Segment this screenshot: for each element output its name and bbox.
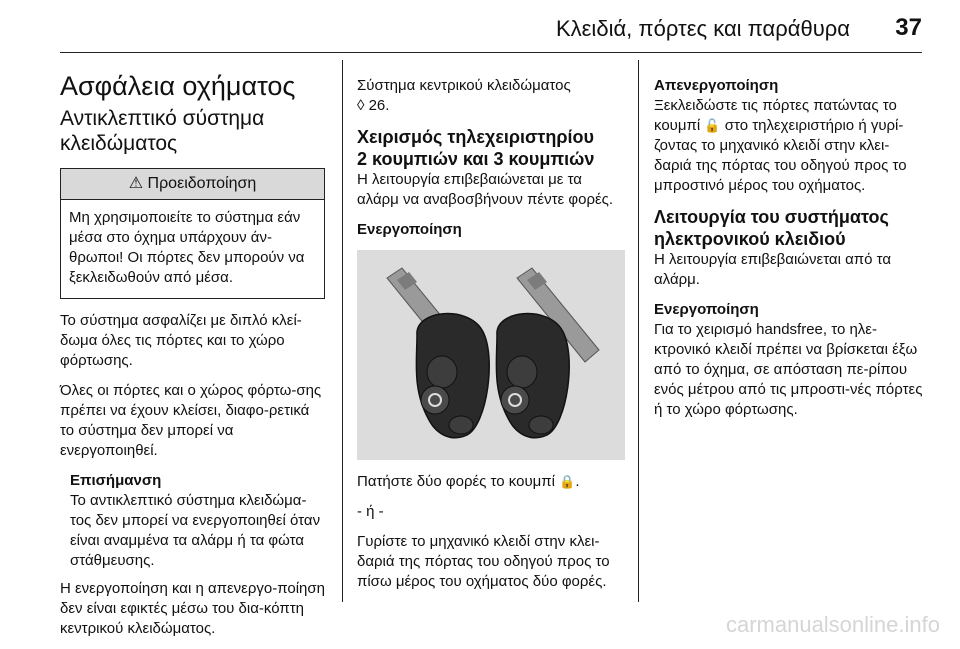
section-title: Ασφάλεια οχήματος (60, 71, 296, 101)
remote-keys-illustration (357, 250, 625, 460)
instruction-press-lock: Πατήστε δύο φορές το κουμπί 🔒. (357, 473, 580, 490)
paragraph: Όλες οι πόρτες και ο χώρος φόρτω-σης πρέπει να έχουν κλείσει, διαφο-ρετικά το σύστημα δεν μπορεί να ενεργοποιηθεί. (60, 382, 322, 459)
activation-text: Για το χειρισμό handsfree, το ηλε-κτρονικό κλειδί πρέπει να βρίσκεται έξω από το όχημα, σε απόσταση πε-ρίπου ενός μέτρου από τις μπροστι-νές πόρτες ή το χώρο φόρτωσης. (654, 321, 923, 418)
column-1 (60, 60, 325, 649)
remote-heading (357, 126, 625, 170)
column-2 (357, 76, 625, 602)
activation-title: Ενεργοποίηση (357, 221, 462, 238)
paragraph: Η λειτουργία επιβεβαιώνεται με τα αλάρμ να αναβοσβήνουν πέντε φορές. (357, 171, 614, 208)
cross-reference-text: Σύστημα κεντρικού κλειδώματος (357, 77, 571, 94)
unlock-icon: 🔓 (704, 118, 721, 133)
instruction-turn-key: Γυρίστε το μηχανικό κλειδί στην κλει-δαριά της πόρτας του οδηγού προς το πίσω μέρος του οχήματος δύο φορές. (357, 533, 610, 590)
deactivation-text-a: Ξεκλειδώστε τις πόρτες πατώντας το κουμπί (654, 97, 897, 134)
paragraph: Η λειτουργία επιβεβαιώνεται από τα αλάρμ. (654, 251, 891, 288)
warning-text: Μη χρησιμοποιείτε το σύστημα εάν μέσα στο όχημα υπάρχουν άν-θρωποι! Οι πόρτες δεν μπορούν να ξεκλειδωθούν από μέσα. (69, 209, 305, 286)
instruction-text: Πατήστε δύο φορές το κουμπί (357, 473, 555, 490)
column-divider (342, 60, 343, 602)
column-divider (638, 60, 639, 602)
subsection-title-line2: κλειδώματος (60, 132, 178, 155)
warning-icon: ⚠ (128, 175, 144, 192)
remote-keys-photo (357, 250, 625, 460)
paragraph: Το σύστημα ασφαλίζει με διπλό κλεί-δωμα όλες τις πόρτες και το χώρο φόρτωσης. (60, 312, 302, 369)
remote-heading-line2: 2 κουμπιών και 3 κουμπιών (357, 149, 595, 169)
electronic-key-heading-line1: Λειτουργία του συστήματος (654, 207, 889, 227)
running-header-title: Κλειδιά, πόρτες και παράθυρα (555, 16, 850, 41)
lock-icon: 🔒 (559, 474, 576, 489)
cross-reference-page: ◊ 26. (357, 97, 390, 114)
note (70, 471, 325, 571)
warning-heading-text: Προειδοποίηση (147, 175, 257, 192)
page-number: 37 (895, 14, 922, 41)
activation-title: Ενεργοποίηση (654, 301, 759, 318)
subsection-title-line1: Αντικλεπτικό σύστημα (60, 107, 265, 130)
remote-heading-line1: Χειρισμός τηλεχειριστηρίου (357, 127, 594, 147)
deactivation-text (654, 96, 926, 196)
column-3 (654, 76, 926, 430)
electronic-key-heading-line2: ηλεκτρονικού κλειδιού (654, 229, 846, 249)
or-separator: - ή - (357, 503, 384, 520)
warning-heading (61, 169, 324, 200)
watermark: carmanualsonline.info (725, 612, 940, 637)
deactivation-text-b: στο τηλεχειριστήριο ή γυρί-ζοντας το μηχανικό κλειδί στην κλει-δαριά της πόρτας του οδηγού προς το μπροστινό μέρος του οχήματος. (654, 117, 907, 194)
electronic-key-heading (654, 206, 926, 250)
note-title: Επισήμανση (70, 472, 162, 489)
header-rule (60, 52, 922, 53)
subsection-title (60, 106, 325, 156)
note-text: Το αντικλεπτικό σύστημα κλειδώμα-τος δεν μπορεί να ενεργοποιηθεί όταν είναι αναμμένα τα αλάρμ ή τα φώτα στάθμευσης. (70, 492, 321, 569)
deactivation-title: Απενεργοποίηση (654, 77, 779, 94)
warning-box (60, 168, 325, 299)
cross-reference (357, 76, 625, 116)
paragraph: Η ενεργοποίηση και η απενεργο-ποίηση δεν είναι εφικτές μέσω του δια-κόπτη κεντρικού κλειδώματος. (60, 580, 325, 637)
